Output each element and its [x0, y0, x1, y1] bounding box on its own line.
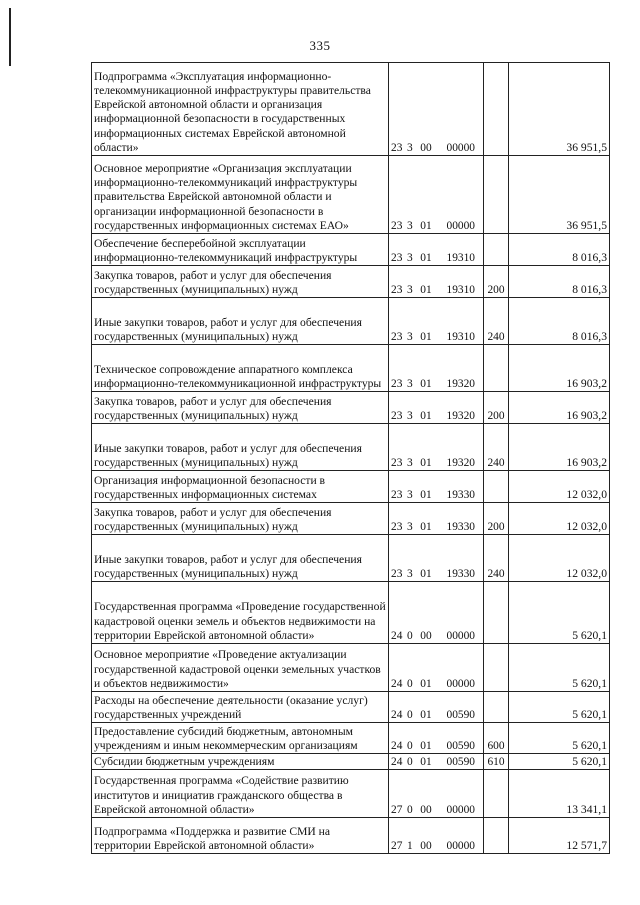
budget-table-body [92, 63, 610, 854]
row-expense-type: 600 [484, 723, 509, 754]
row-target-code [389, 754, 484, 770]
row-amount: 8 016,3 [509, 234, 610, 266]
code-direction: 01 [420, 219, 432, 232]
row-target-code [389, 644, 484, 692]
row-amount: 16 903,2 [509, 424, 610, 471]
row-expense-type: 200 [484, 503, 509, 535]
code-subprogram: 3 [407, 409, 413, 422]
row-amount: 36 951,5 [509, 156, 610, 234]
code-subprogram: 3 [407, 377, 413, 390]
code-subprogram: 0 [407, 629, 413, 642]
row-amount: 5 620,1 [509, 723, 610, 754]
code-number: 19320 [446, 456, 475, 469]
row-amount: 5 620,1 [509, 644, 610, 692]
row-amount: 36 951,5 [509, 63, 610, 156]
row-target-code [389, 156, 484, 234]
code-subprogram: 3 [407, 520, 413, 533]
table-row [92, 234, 610, 266]
row-amount: 12 032,0 [509, 471, 610, 503]
code-direction: 00 [420, 803, 432, 816]
row-name: Закупка товаров, работ и услуг для обеспечения государственных (муниципальных) нужд [92, 392, 389, 424]
row-target-code [389, 770, 484, 818]
table-row [92, 818, 610, 854]
code-number: 19310 [446, 330, 475, 343]
code-program: 23 [391, 488, 403, 501]
code-number: 19330 [446, 567, 475, 580]
row-amount: 16 903,2 [509, 392, 610, 424]
code-program: 23 [391, 377, 403, 390]
code-number: 19330 [446, 520, 475, 533]
row-name: Организация информационной безопасности в государственных информационных системах [92, 471, 389, 503]
row-target-code [389, 424, 484, 471]
row-name: Подпрограмма «Эксплуатация информационно-телекоммуникационной инфраструктуры правительства Еврейской автономной области и организация информационной безопасности в государственных информационных системах Еврейской автономной области» [92, 63, 389, 156]
code-direction: 01 [420, 456, 432, 469]
row-name: Основное мероприятие «Организация эксплуатации информационно-телекоммуникаций инфраструктуры правительства Еврейской автономной области и организации информационной безопасности в государственных информационных системах ЕАО» [92, 156, 389, 234]
row-expense-type: 240 [484, 424, 509, 471]
code-direction: 01 [420, 283, 432, 296]
code-subprogram: 0 [407, 708, 413, 721]
code-number: 19310 [446, 251, 475, 264]
code-number: 00000 [446, 629, 475, 642]
budget-table [91, 62, 610, 854]
code-subprogram: 1 [407, 839, 413, 852]
table-row [92, 723, 610, 754]
code-number: 19330 [446, 488, 475, 501]
code-number: 00590 [446, 739, 475, 752]
code-direction: 00 [420, 839, 432, 852]
row-expense-type [484, 770, 509, 818]
code-subprogram: 0 [407, 739, 413, 752]
row-amount: 13 341,1 [509, 770, 610, 818]
row-amount: 12 032,0 [509, 535, 610, 582]
row-target-code [389, 63, 484, 156]
row-target-code [389, 298, 484, 345]
row-expense-type [484, 471, 509, 503]
table-row [92, 392, 610, 424]
code-subprogram: 0 [407, 677, 413, 690]
code-number: 00000 [446, 219, 475, 232]
row-expense-type [484, 63, 509, 156]
row-name: Иные закупки товаров, работ и услуг для обеспечения государственных (муниципальных) нужд [92, 535, 389, 582]
code-direction: 01 [420, 677, 432, 690]
table-row [92, 692, 610, 723]
table-row [92, 770, 610, 818]
code-subprogram: 3 [407, 456, 413, 469]
row-name: Предоставление субсидий бюджетным, автономным учреждениям и иным некоммерческим организациям [92, 723, 389, 754]
table-row [92, 156, 610, 234]
code-program: 23 [391, 141, 403, 154]
code-subprogram: 3 [407, 251, 413, 264]
row-target-code [389, 818, 484, 854]
code-subprogram: 3 [407, 283, 413, 296]
row-target-code [389, 723, 484, 754]
code-direction: 01 [420, 567, 432, 580]
row-expense-type [484, 582, 509, 644]
code-number: 00000 [446, 677, 475, 690]
code-program: 23 [391, 520, 403, 533]
table-row [92, 63, 610, 156]
row-target-code [389, 503, 484, 535]
table-row [92, 644, 610, 692]
code-number: 00590 [446, 708, 475, 721]
row-name: Государственная программа «Содействие развитию институтов и инициатив гражданского общества в Еврейской автономной области» [92, 770, 389, 818]
code-direction: 01 [420, 488, 432, 501]
page-number: 335 [309, 38, 331, 53]
row-name: Закупка товаров, работ и услуг для обеспечения государственных (муниципальных) нужд [92, 503, 389, 535]
row-target-code [389, 392, 484, 424]
code-program: 24 [391, 708, 403, 721]
code-program: 23 [391, 283, 403, 296]
row-name: Закупка товаров, работ и услуг для обеспечения государственных (муниципальных) нужд [92, 266, 389, 298]
row-name: Расходы на обеспечение деятельности (оказание услуг) государственных учреждений [92, 692, 389, 723]
code-subprogram: 3 [407, 330, 413, 343]
code-direction: 01 [420, 755, 432, 768]
table-row [92, 582, 610, 644]
row-name: Государственная программа «Проведение государственной кадастровой оценки земель и объектов недвижимости на территории Еврейской автономной области» [92, 582, 389, 644]
code-subprogram: 3 [407, 219, 413, 232]
code-direction: 00 [420, 141, 432, 154]
code-program: 24 [391, 629, 403, 642]
code-program: 23 [391, 456, 403, 469]
code-program: 27 [391, 839, 403, 852]
code-program: 23 [391, 330, 403, 343]
code-number: 00000 [446, 803, 475, 816]
row-expense-type [484, 644, 509, 692]
code-subprogram: 3 [407, 141, 413, 154]
row-target-code [389, 266, 484, 298]
row-amount: 5 620,1 [509, 692, 610, 723]
code-program: 24 [391, 739, 403, 752]
code-program: 24 [391, 677, 403, 690]
code-program: 23 [391, 251, 403, 264]
row-target-code [389, 471, 484, 503]
code-direction: 01 [420, 330, 432, 343]
table-row [92, 535, 610, 582]
code-direction: 01 [420, 409, 432, 422]
row-target-code [389, 535, 484, 582]
row-expense-type [484, 234, 509, 266]
table-row [92, 754, 610, 770]
code-direction: 01 [420, 377, 432, 390]
code-program: 23 [391, 219, 403, 232]
code-subprogram: 3 [407, 567, 413, 580]
table-row [92, 298, 610, 345]
row-amount: 5 620,1 [509, 754, 610, 770]
row-name: Иные закупки товаров, работ и услуг для обеспечения государственных (муниципальных) нужд [92, 298, 389, 345]
code-program: 24 [391, 755, 403, 768]
row-expense-type [484, 692, 509, 723]
row-expense-type [484, 818, 509, 854]
row-expense-type [484, 156, 509, 234]
row-name: Иные закупки товаров, работ и услуг для обеспечения государственных (муниципальных) нужд [92, 424, 389, 471]
row-amount: 8 016,3 [509, 266, 610, 298]
row-expense-type: 200 [484, 392, 509, 424]
code-direction: 01 [420, 520, 432, 533]
code-program: 23 [391, 567, 403, 580]
code-number: 00590 [446, 755, 475, 768]
table-row [92, 471, 610, 503]
code-number: 19320 [446, 409, 475, 422]
row-expense-type: 240 [484, 535, 509, 582]
row-name: Обеспечение бесперебойной эксплуатации информационно-телекоммуникаций инфраструктуры [92, 234, 389, 266]
row-amount: 16 903,2 [509, 345, 610, 392]
code-subprogram: 0 [407, 803, 413, 816]
row-expense-type: 240 [484, 298, 509, 345]
code-number: 19310 [446, 283, 475, 296]
table-row [92, 503, 610, 535]
row-amount: 12 571,7 [509, 818, 610, 854]
code-program: 23 [391, 409, 403, 422]
code-number: 00000 [446, 839, 475, 852]
code-direction: 01 [420, 251, 432, 264]
row-name: Техническое сопровождение аппаратного комплекса информационно-телекоммуникационной инфраструктуры [92, 345, 389, 392]
row-name: Подпрограмма «Поддержка и развитие СМИ на территории Еврейской автономной области» [92, 818, 389, 854]
row-target-code [389, 345, 484, 392]
row-amount: 8 016,3 [509, 298, 610, 345]
row-expense-type: 610 [484, 754, 509, 770]
row-amount: 12 032,0 [509, 503, 610, 535]
code-subprogram: 0 [407, 755, 413, 768]
code-direction: 01 [420, 708, 432, 721]
code-direction: 00 [420, 629, 432, 642]
code-number: 19320 [446, 377, 475, 390]
code-number: 00000 [446, 141, 475, 154]
row-name: Субсидии бюджетным учреждениям [92, 754, 389, 770]
scan-margin-mark [9, 8, 11, 66]
table-row [92, 424, 610, 471]
code-program: 27 [391, 803, 403, 816]
table-row [92, 345, 610, 392]
row-target-code [389, 692, 484, 723]
code-direction: 01 [420, 739, 432, 752]
row-target-code [389, 234, 484, 266]
row-expense-type: 200 [484, 266, 509, 298]
code-subprogram: 3 [407, 488, 413, 501]
table-row [92, 266, 610, 298]
row-name: Основное мероприятие «Проведение актуализации государственной кадастровой оценки земельных участков и объектов недвижимости» [92, 644, 389, 692]
row-target-code [389, 582, 484, 644]
row-amount: 5 620,1 [509, 582, 610, 644]
row-expense-type [484, 345, 509, 392]
